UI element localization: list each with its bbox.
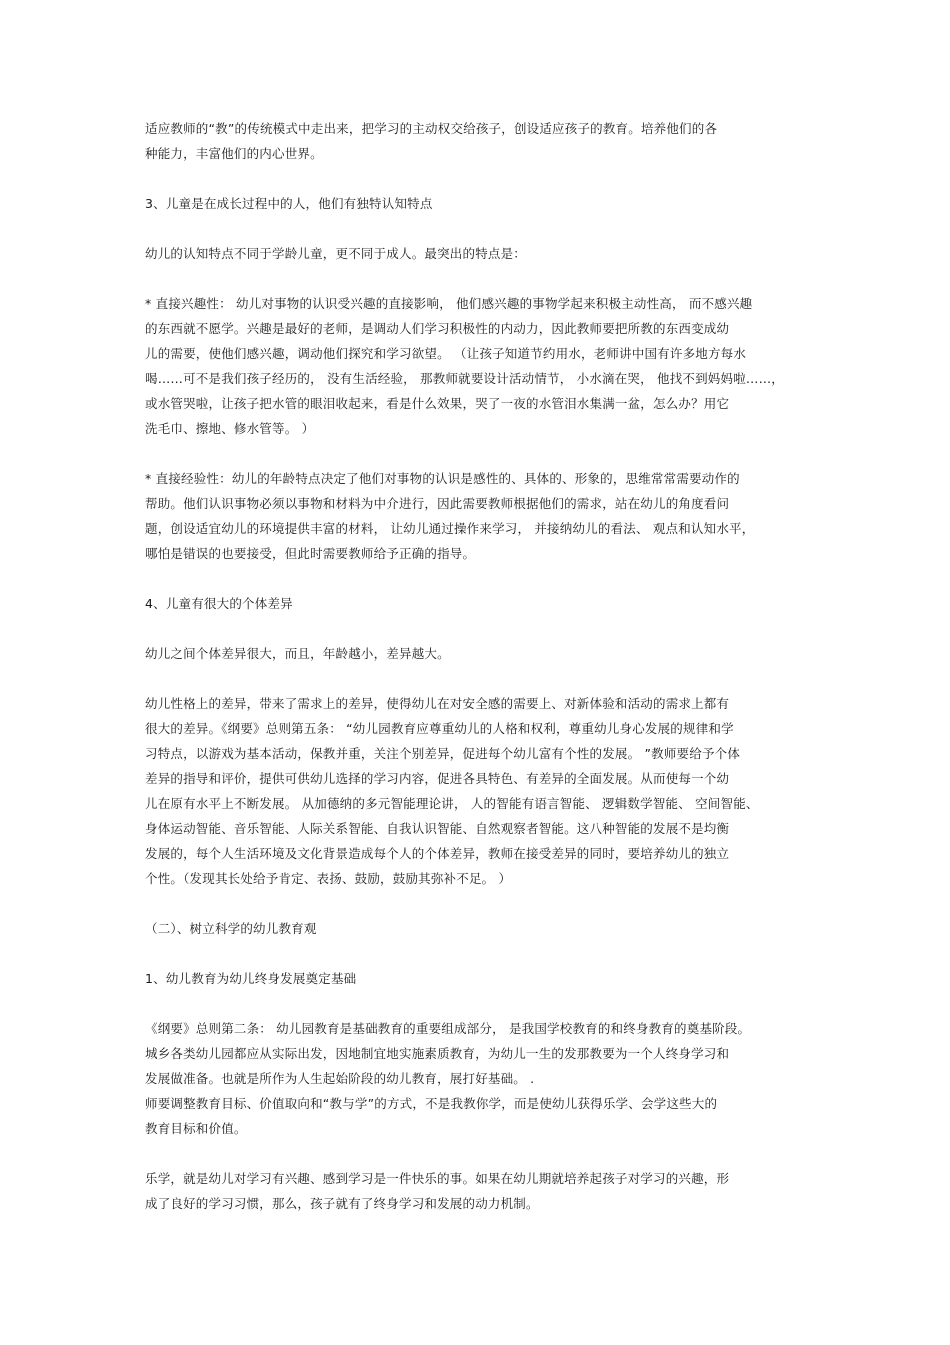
text-line: 师要调整教育目标、价值取向和“教与学”的方式，不是我教你学，而是使幼儿获得乐学、会学这些大的 (145, 1096, 718, 1111)
text-line: 身体运动智能、音乐智能、人际关系智能、自我认识智能、自然观察者智能。这八种智能的发展不是均衡 (145, 821, 730, 836)
text-line: 幼儿性格上的差异，带来了需求上的差异，使得幼儿在对安全感的需要上、对新体验和活动的需求上都有 (145, 696, 730, 711)
text-line: 儿在原有水平上不断发展。 从加德纳的多元智能理论讲， 人的智能有语言智能、 逻辑数学智能、 空间智能、 (145, 796, 759, 811)
text-line: 发展的，每个人生活环境及文化背景造成每个人的个体差异，教师在接受差异的同时，要培养幼儿的独立 (145, 846, 730, 861)
text-line: 城乡各类幼儿园都应从实际出发，因地制宜地实施素质教育，为幼儿一生的发那教要为一个人终身学习和 (145, 1046, 730, 1061)
text-line: 儿的需要，使他们感兴趣，调动他们探究和学习欲望。 （让孩子知道节约用水，老师讲中国有许多地方每水 (145, 346, 747, 361)
section-heading: 3、儿童是在成长过程中的人，他们有独特认知特点 (145, 196, 433, 211)
text-line: 《纲要》总则第二条： 幼儿园教育是基础教育的重要组成部分， 是我国学校教育的和终身教育的奠基阶段。 (145, 1021, 751, 1036)
text-line: 教育目标和价值。 (145, 1121, 247, 1136)
section-heading: 4、儿童有很大的个体差异 (145, 596, 293, 611)
text-line: 适应教师的“教”的传统模式中走出来，把学习的主动权交给孩子，创设适应孩子的教育。培养他们的各 (145, 121, 718, 136)
text-line: 习特点，以游戏为基本活动，保教并重，关注个别差异，促进每个幼儿富有个性的发展。 ”教师要给予个体 (145, 746, 741, 761)
text-line: 帮助。他们认识事物必须以事物和材料为中介进行，因此需要教师根据他们的需求，站在幼儿的角度看问 (145, 496, 730, 511)
text-line: 或水管哭啦，让孩子把水管的眼泪收起来，看是什么效果，哭了一夜的水管泪水集满一盆，怎么办？用它 (145, 396, 730, 411)
text-line: 洗毛巾、擦地、修水管等。 ） (145, 421, 315, 436)
text-line: 乐学，就是幼儿对学习有兴趣、感到学习是一件快乐的事。如果在幼儿期就培养起孩子对学习的兴趣，形 (145, 1171, 730, 1186)
text-line: 幼儿的认知特点不同于学龄儿童，更不同于成人。最突出的特点是： (145, 246, 527, 261)
section-heading: （二）、树立科学的幼儿教育观 (145, 921, 317, 936)
text-line: 的东西就不愿学。兴趣是最好的老师，是调动人们学习积极性的内动力，因此教师要把所教的东西变成幼 (145, 321, 730, 336)
text-line: 种能力，丰富他们的内心世界。 (145, 146, 323, 161)
text-line: * 直接兴趣性： 幼儿对事物的认识受兴趣的直接影响， 他们感兴趣的事物学起来积极主动性高， 而不感兴趣 (145, 296, 753, 311)
text-line: 题，创设适宜幼儿的环境提供丰富的材料， 让幼儿通过操作来学习， 并接纳幼儿的看法、 观点和认知水平， (145, 521, 755, 536)
text-line: 喝……可不是我们孩子经历的， 没有生活经验， 那教师就要设计活动情节， 小水滴在哭， 他找不到妈妈啦……， (145, 371, 784, 386)
text-line: 很大的差异。《纲要》总则第五条： “幼儿园教育应尊重幼儿的人格和权利，尊重幼儿身心发展的规律和学 (145, 721, 734, 736)
text-line: 幼儿之间个体差异很大，而且，年龄越小，差异越大。 (145, 646, 450, 661)
text-line: 成了良好的学习习惯，那么，孩子就有了终身学习和发展的动力机制。 (145, 1196, 539, 1211)
text-line: * 直接经验性：幼儿的年龄特点决定了他们对事物的认识是感性的、具体的、形象的，思维常常需要动作的 (145, 471, 740, 486)
text-line: 个性。（发现其长处给予肯定、表扬、鼓励，鼓励其弥补不足。 ） (145, 871, 512, 886)
section-heading: 1、幼儿教育为幼儿终身发展奠定基础 (145, 971, 357, 986)
text-line: 差异的指导和评价，提供可供幼儿选择的学习内容，促进各具特色、有差异的全面发展。从而使每一个幼 (145, 771, 730, 786)
text-line: 发展做准备。也就是所作为人生起始阶段的幼儿教育，展打好基础。 . (145, 1071, 535, 1086)
text-line: 哪怕是错误的也要接受，但此时需要教师给予正确的指导。 (145, 546, 476, 561)
